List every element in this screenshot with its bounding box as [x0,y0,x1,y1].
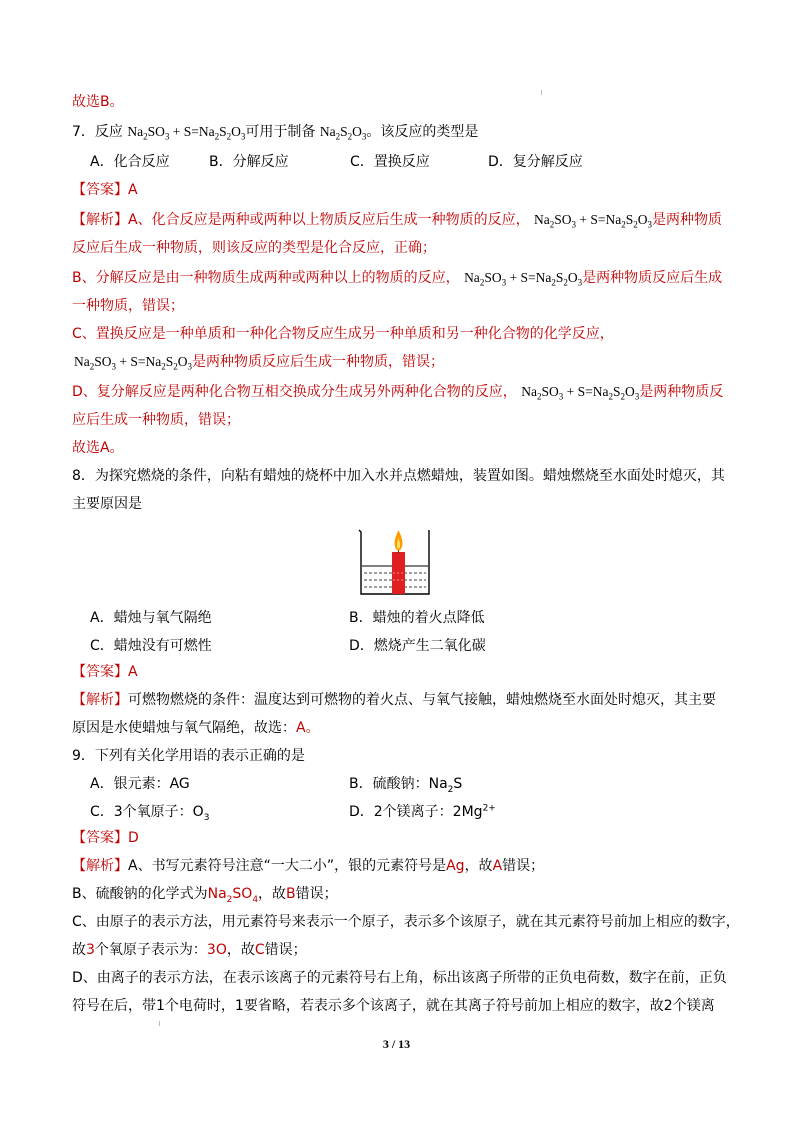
q9-stem: 9．下列有关化学用语的表示正确的是 [72,748,305,764]
q7-answer: 【答案】A [72,182,138,198]
q8-option-a: A．蜡烛与氧气隔绝 [90,610,212,626]
q8-stem-line1: 8．为探究燃烧的条件，向粘有蜡烛的烧杯中加入水并点燃蜡烛，装置如图。蜡烛燃烧至水面处时熄灭，其 [72,468,725,484]
q7-analysis-d-line2: 应后生成一种物质，错误； [72,412,240,428]
q8-analysis-line1: 【解析】可燃物燃烧的条件：温度达到可燃物的着火点、与氧气接触，蜡烛燃烧至水面处时熄灭，其主要 [72,692,716,708]
q7-option-d: D．复分解反应 [488,154,583,170]
q8-option-c: C．蜡烛没有可燃性 [90,638,212,654]
q8-option-b: B．蜡烛的着火点降低 [349,610,485,626]
product-formula: $Na_2S_2O_3$ [319,124,367,142]
q7-analysis-c-line2: $Na_2SO_3 + S=Na_2S_2O_3$是两种物质反应后生成一种物质，错误； [74,354,445,372]
q9-analysis-c-line1: C、由原子的表示方法，用元素符号来表示一个原子，表示多个该原子，就在其元素符号前加上相应的数字， [72,914,740,930]
q7-analysis-a-line1: 【解析】A、化合反应是两种或两种以上物质反应后生成一种物质的反应， $Na_2SO_3 + S=Na_2S_2O_3$是两种物质 [72,212,723,230]
q8-option-d: D．燃烧产生二氧化碳 [349,638,486,654]
q9-option-d: D．2个镁离子：$2Mg^{2+}$ [349,803,496,820]
q7-conclusion: 故选A。 [72,440,124,456]
beaker-candle-figure [355,524,435,598]
q8-analysis-line2: 原因是水使蜡烛与氧气隔绝，故选：A。 [72,720,320,736]
q9-analysis-d-line1: D、由离子的表示方法，在表示该离子的元素符号右上角，标出该离子所带的正负电荷数，数字在前，正负 [72,970,727,986]
equation: $Na_2SO_3 + S=Na_2S_2O_3$ [127,124,246,142]
equation: $Na_2SO_3 + S=Na_2S_2O_3$ [74,354,193,372]
equation: $Na_2SO_3 + S=Na_2S_2O_3$ [464,270,583,288]
q7-option-a: A．化合反应 [90,154,170,170]
q8-stem-line2: 主要原因是 [72,496,142,512]
q9-answer: 【答案】D [72,830,139,846]
q9-option-a: A．银元素：AG [90,776,190,792]
q9-option-c: C．3个氧原子：$O_3$ [90,804,210,823]
q9-option-b: B．硫酸钠：$Na_2S$ [349,776,463,795]
q7-option-c: C．置换反应 [350,154,430,170]
q7-analysis-b-line1: B、分解反应是由一种物质生成两种或两种以上的物质的反应， $Na_2SO_3 + S=Na_2S_2O_3$是两种物质反应后生成 [72,270,723,288]
q7-stem: 7．反应 $Na_2SO_3 + S=Na_2S_2O_3$可用于制备 $Na_2S_2O_3$。该反应的类型是 [72,124,479,142]
equation: $Na_2SO_3 + S=Na_2S_2O_3$ [521,384,640,402]
page-number: 3 / 13 [382,1037,411,1051]
equation: $Na_2SO_3 + S=Na_2S_2O_3$ [534,212,653,230]
q7-analysis-d-line1: D、复分解反应是两种化合物互相交换成分生成另外两种化合物的反应， $Na_2SO_3 + S=Na_2S_2O_3$是两种物质反 [72,384,724,402]
margin-mark [541,90,542,95]
q8-answer: 【答案】A [72,664,138,680]
q7-option-b: B．分解反应 [209,154,289,170]
margin-mark [159,1021,160,1026]
q9-analysis-b: B、硫酸钠的化学式为$Na_2SO_4$，故B错误； [72,886,338,905]
q7-analysis-a-line2: 反应后生成一种物质，则该反应的类型是化合反应，正确； [72,240,436,256]
q6-conclusion: 故选B。 [72,94,124,110]
q9-analysis-a: 【解析】A、书写元素符号注意“一大二小”，银的元素符号是Ag，故A错误； [72,858,545,874]
q7-analysis-b-line2: 一种物质，错误； [72,298,184,314]
q7-analysis-c-line1: C、置换反应是一种单质和一种化合物反应生成另一种单质和另一种化合物的化学反应， [72,326,614,342]
q9-analysis-c-line2: 故3个氧原子表示为：3O，故C错误； [72,942,307,958]
q9-analysis-d-line2: 符号在后，带1个电荷时，1要省略，若表示多个该离子，就在其离子符号前加上相应的数字，故2个镁离 [72,998,715,1014]
